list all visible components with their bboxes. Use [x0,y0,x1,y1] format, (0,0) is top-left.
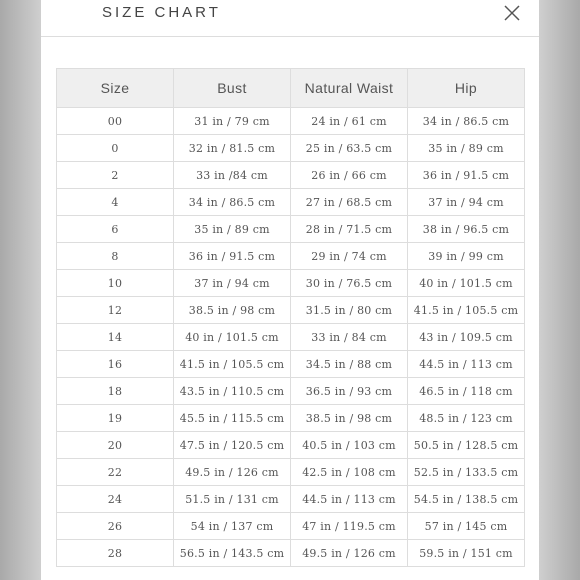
backdrop-right [539,0,580,580]
bust-cell: 45.5 in / 115.5 cm [174,405,291,432]
table-row [57,216,525,243]
column-header-natural-waist: Natural Waist [291,69,408,108]
size-cell: 0 [57,135,174,162]
natural-waist-cell: 33 in / 84 cm [291,324,408,351]
size-cell: 6 [57,216,174,243]
size-cell: 2 [57,162,174,189]
bust-cell: 43.5 in / 110.5 cm [174,378,291,405]
table-row [57,486,525,513]
hip-cell: 40 in / 101.5 cm [408,270,525,297]
size-cell: 16 [57,351,174,378]
table-row [57,513,525,540]
hip-cell: 43 in / 109.5 cm [408,324,525,351]
hip-cell: 36 in / 91.5 cm [408,162,525,189]
hip-cell: 48.5 in / 123 cm [408,405,525,432]
bust-cell: 49.5 in / 126 cm [174,459,291,486]
natural-waist-cell: 30 in / 76.5 cm [291,270,408,297]
bust-cell: 41.5 in / 105.5 cm [174,351,291,378]
table-row [57,243,525,270]
hip-cell: 37 in / 94 cm [408,189,525,216]
close-icon [503,4,521,22]
size-cell: 12 [57,297,174,324]
size-cell: 28 [57,540,174,567]
natural-waist-cell: 29 in / 74 cm [291,243,408,270]
hip-cell: 52.5 in / 133.5 cm [408,459,525,486]
bust-cell: 56.5 in / 143.5 cm [174,540,291,567]
table-row [57,270,525,297]
hip-cell: 39 in / 99 cm [408,243,525,270]
hip-cell: 54.5 in / 138.5 cm [408,486,525,513]
size-cell: 22 [57,459,174,486]
bust-cell: 40 in / 101.5 cm [174,324,291,351]
table-row [57,162,525,189]
bust-cell: 32 in / 81.5 cm [174,135,291,162]
bust-cell: 51.5 in / 131 cm [174,486,291,513]
backdrop-left [0,0,41,580]
natural-waist-cell: 26 in / 66 cm [291,162,408,189]
column-header-bust: Bust [174,69,291,108]
column-header-hip: Hip [408,69,525,108]
table-row [57,378,525,405]
bust-cell: 47.5 in / 120.5 cm [174,432,291,459]
natural-waist-cell: 49.5 in / 126 cm [291,540,408,567]
natural-waist-cell: 34.5 in / 88 cm [291,351,408,378]
size-cell: 00 [57,108,174,135]
natural-waist-cell: 28 in / 71.5 cm [291,216,408,243]
hip-cell: 59.5 in / 151 cm [408,540,525,567]
natural-waist-cell: 42.5 in / 108 cm [291,459,408,486]
close-button[interactable] [503,4,521,22]
table-row [57,135,525,162]
bust-cell: 37 in / 94 cm [174,270,291,297]
hip-cell: 38 in / 96.5 cm [408,216,525,243]
bust-cell: 31 in / 79 cm [174,108,291,135]
natural-waist-cell: 31.5 in / 80 cm [291,297,408,324]
table-row [57,405,525,432]
hip-cell: 57 in / 145 cm [408,513,525,540]
hip-cell: 35 in / 89 cm [408,135,525,162]
table-row [57,108,525,135]
hip-cell: 50.5 in / 128.5 cm [408,432,525,459]
size-cell: 14 [57,324,174,351]
column-header-size: Size [57,69,174,108]
table-row [57,540,525,567]
hip-cell: 34 in / 86.5 cm [408,108,525,135]
size-cell: 8 [57,243,174,270]
natural-waist-cell: 47 in / 119.5 cm [291,513,408,540]
bust-cell: 35 in / 89 cm [174,216,291,243]
bust-cell: 38.5 in / 98 cm [174,297,291,324]
natural-waist-cell: 40.5 in / 103 cm [291,432,408,459]
table-row [57,189,525,216]
modal-header [41,0,539,37]
table-row [57,297,525,324]
natural-waist-cell: 44.5 in / 113 cm [291,486,408,513]
size-cell: 10 [57,270,174,297]
size-chart-modal [41,0,539,580]
table-row [57,459,525,486]
table-header-row [57,69,525,108]
hip-cell: 41.5 in / 105.5 cm [408,297,525,324]
natural-waist-cell: 36.5 in / 93 cm [291,378,408,405]
table-row [57,432,525,459]
table-row [57,351,525,378]
size-cell: 18 [57,378,174,405]
size-chart-table [56,68,525,567]
bust-cell: 54 in / 137 cm [174,513,291,540]
hip-cell: 44.5 in / 113 cm [408,351,525,378]
size-cell: 20 [57,432,174,459]
size-cell: 24 [57,486,174,513]
hip-cell: 46.5 in / 118 cm [408,378,525,405]
size-cell: 19 [57,405,174,432]
natural-waist-cell: 38.5 in / 98 cm [291,405,408,432]
natural-waist-cell: 24 in / 61 cm [291,108,408,135]
table-body [57,108,525,567]
bust-cell: 33 in /84 cm [174,162,291,189]
size-cell: 26 [57,513,174,540]
bust-cell: 36 in / 91.5 cm [174,243,291,270]
natural-waist-cell: 27 in / 68.5 cm [291,189,408,216]
natural-waist-cell: 25 in / 63.5 cm [291,135,408,162]
table-row [57,324,525,351]
modal-title: SIZE CHART [102,4,221,21]
size-cell: 4 [57,189,174,216]
bust-cell: 34 in / 86.5 cm [174,189,291,216]
